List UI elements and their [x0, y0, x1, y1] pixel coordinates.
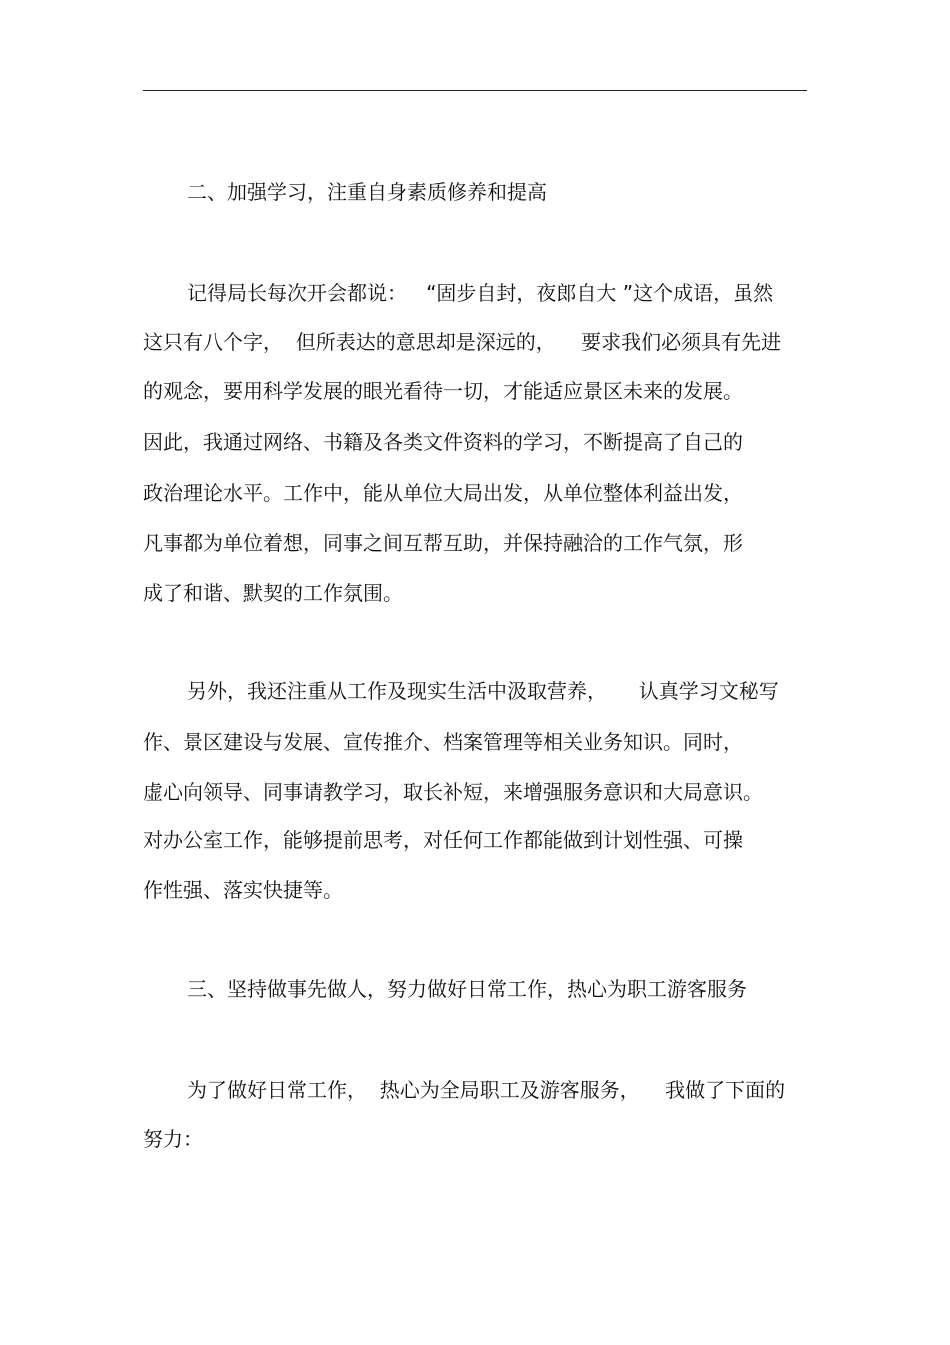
paragraph-line: 作、景区建设与发展、宣传推介、档案管理等相关业务知识。同时， — [143, 730, 743, 754]
paragraph-line: 另外，我还注重从工作及现实生活中汲取营养， 认真学习文秘写 — [187, 679, 779, 703]
paragraph-line: 努力： — [143, 1127, 203, 1151]
paragraph-line: 对办公室工作，能够提前思考，对任何工作都能做到计划性强、可操 — [143, 828, 743, 852]
paragraph-line: 为了做好日常工作， 热心为全局职工及游客服务， 我做了下面的 — [187, 1078, 786, 1102]
paragraph-line: 因此，我通过网络、书籍及各类文件资料的学习，不断提高了自己的 — [143, 430, 743, 454]
paragraph-line: 这只有八个字， 但所表达的意思却是深远的， 要求我们必须具有先进 — [143, 330, 782, 354]
paragraph-line: 虚心向领导、同事请教学习，取长补短，来增强服务意识和大局意识。 — [143, 780, 763, 804]
section-heading-3: 三、坚持做事先做人，努力做好日常工作，热心为职工游客服务 — [187, 977, 747, 1001]
paragraph-line: 凡事都为单位着想，同事之间互帮互助，并保持融洽的工作气氛，形 — [143, 531, 743, 555]
section-heading-2: 二、加强学习，注重自身素质修养和提高 — [187, 180, 547, 204]
paragraph-line: 记得局长每次开会都说： “固步自封，夜郎自大 ”这个成语，虽然 — [187, 281, 774, 305]
top-rule — [143, 90, 807, 91]
paragraph-line: 的观念，要用科学发展的眼光看待一切，才能适应景区未来的发展。 — [143, 379, 743, 403]
paragraph-line: 作性强、落实快捷等。 — [143, 878, 343, 902]
paragraph-line: 政治理论水平。工作中，能从单位大局出发，从单位整体利益出发， — [143, 481, 743, 505]
paragraph-line: 成了和谐、默契的工作氛围。 — [143, 581, 403, 605]
